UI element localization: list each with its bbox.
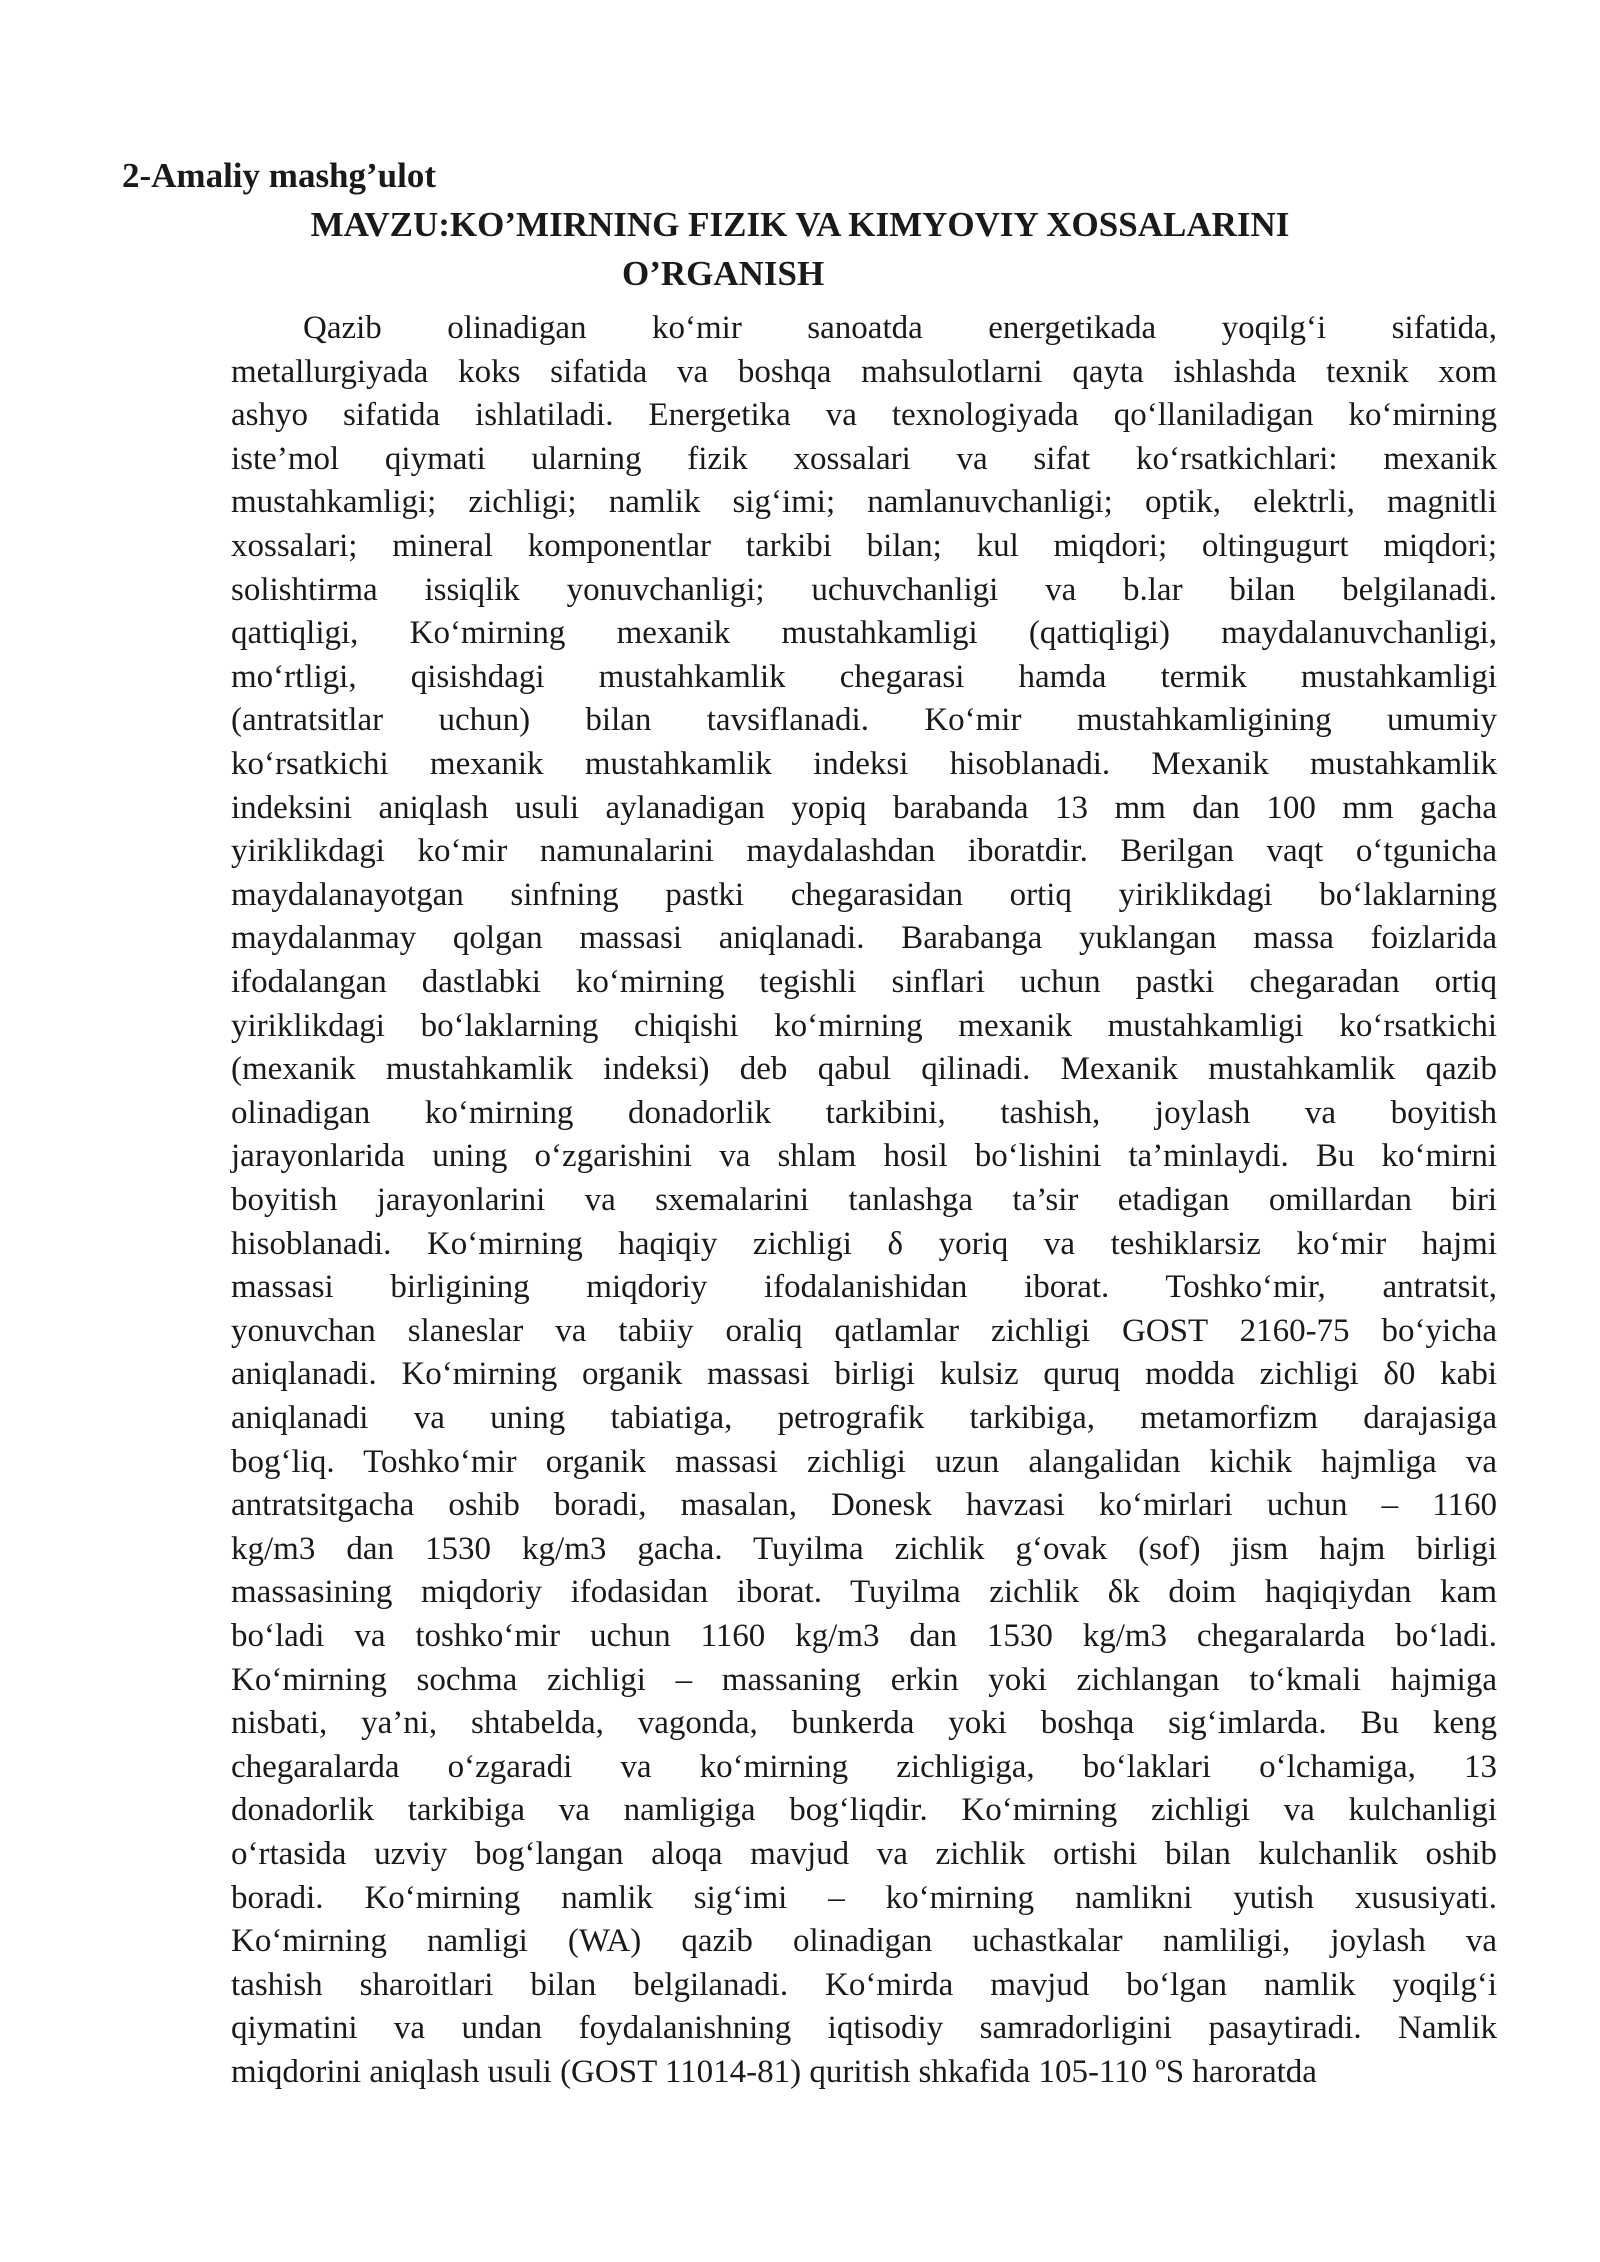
paragraph-line: o‘rtasida uzviy bog‘langan aloqa mavjud va zichlik ortishi bilan kulchanlik oshib [231, 1836, 1497, 1872]
paragraph-line: mustahkamligi; zichligi; namlik sig‘imi; namlanuvchanligi; optik, elektrli, magnitli [231, 484, 1497, 521]
paragraph-line: qattiqligi, Ko‘mirning mexanik mustahkamligi (qattiqligi) maydalanuvchanligi, [231, 615, 1497, 652]
document-subtitle: 2-Amaliy mashg’ulot [122, 156, 437, 195]
paragraph-line: bog‘liq. Toshko‘mir organik massasi zichligi uzun alangalidan kichik hajmliga va [231, 1443, 1497, 1480]
paragraph-line: bo‘ladi va toshko‘mir uchun 1160 kg/m3 dan 1530 kg/m3 chegaralarda bo‘ladi. [231, 1618, 1497, 1654]
paragraph-line: solishtirma issiqlik yonuvchanligi; uchuvchanligi va b.lar bilan belgilanadi. [231, 571, 1497, 608]
paragraph-line: aniqlanadi va uning tabiatiga, petrografik tarkibiga, metamorfizm darajasiga [231, 1400, 1497, 1436]
paragraph-line: maydalanayotgan sinfning pastki chegarasidan ortiq yiriklikdagi bo‘laklarning [231, 876, 1497, 913]
paragraph-line: yonuvchan slaneslar va tabiiy oraliq qatlamlar zichligi GOST 2160-75 bo‘yicha [231, 1312, 1497, 1349]
paragraph-line: jarayonlarida uning o‘zgarishini va shlam hosil bo‘lishini ta’minlaydi. Bu ko‘mirni [231, 1138, 1497, 1175]
paragraph-line: iste’mol qiymati ularning fizik xossalari va sifat ko‘rsatkichlari: mexanik [231, 440, 1497, 477]
paragraph-line: maydalanmay qolgan massasi aniqlanadi. Barabanga yuklangan massa foizlarida [231, 920, 1497, 957]
paragraph-line: (antratsitlar uchun) bilan tavsiflanadi. Ko‘mir mustahkamligining umumiy [231, 702, 1497, 739]
paragraph-line: yiriklikdagi bo‘laklarning chiqishi ko‘mirning mexanik mustahkamligi ko‘rsatkichi [231, 1007, 1497, 1044]
paragraph-line: kg/m3 dan 1530 kg/m3 gacha. Tuyilma zichlik g‘ovak (sof) jism hajm birligi [231, 1530, 1497, 1567]
paragraph-line: aniqlanadi. Ko‘mirning organik massasi birligi kulsiz quruq modda zichligi δ0 kabi [231, 1356, 1497, 1393]
paragraph-line: indeksini aniqlash usuli aylanadigan yopiq barabanda 13 mm dan 100 mm gacha [231, 789, 1497, 826]
paragraph-line: nisbati, ya’ni, shtabelda, vagonda, bunkerda yoki boshqa sig‘imlarda. Bu keng [231, 1705, 1497, 1742]
paragraph-line: (mexanik mustahkamlik indeksi) deb qabul qilinadi. Mexanik mustahkamlik qazib [231, 1051, 1497, 1088]
paragraph-line: olinadigan ko‘mirning donadorlik tarkibini, tashish, joylash va boyitish [231, 1094, 1497, 1131]
paragraph-line: antratsitgacha oshib boradi, masalan, Donesk havzasi ko‘mirlari uchun – 1160 [231, 1487, 1497, 1524]
paragraph-line: miqdorini aniqlash usuli (GOST 11014-81) quritish shkafida 105-110 ºS haroratda [231, 2054, 1317, 2090]
paragraph-line: boradi. Ko‘mirning namlik sig‘imi – ko‘mirning namlikni yutish xususiyati. [231, 1879, 1497, 1916]
document-title-line-2: O’RGANISH [622, 254, 825, 293]
paragraph-line: massasi birligining miqdoriy ifodalanishidan iborat. Toshko‘mir, antratsit, [231, 1269, 1497, 1306]
paragraph-line: mo‘rtligi, qisishdagi mustahkamlik chegarasi hamda termik mustahkamligi [231, 658, 1497, 695]
paragraph-line: chegaralarda o‘zgaradi va ko‘mirning zichligiga, bo‘laklari o‘lchamiga, 13 [231, 1748, 1497, 1785]
paragraph-line: Qazib olinadigan ko‘mir sanoatda energetikada yoqilg‘i sifatida, [303, 310, 1497, 346]
paragraph-line: massasining miqdoriy ifodasidan iborat. Tuyilma zichlik δk doim haqiqiydan kam [231, 1574, 1497, 1611]
paragraph-line: Ko‘mirning sochma zichligi – massaning erkin yoki zichlangan to‘kmali hajmiga [231, 1661, 1497, 1698]
paragraph-line: ko‘rsatkichi mexanik mustahkamlik indeksi hisoblanadi. Mexanik mustahkamlik [231, 746, 1497, 782]
paragraph-line: ifodalangan dastlabki ko‘mirning tegishli sinflari uchun pastki chegaradan ortiq [231, 964, 1497, 1000]
paragraph-line: yiriklikdagi ko‘mir namunalarini maydalashdan iboratdir. Berilgan vaqt o‘tgunicha [231, 833, 1497, 870]
paragraph-line: tashish sharoitlari bilan belgilanadi. Ko‘mirda mavjud bo‘lgan namlik yoqilg‘i [231, 1966, 1497, 2003]
paragraph-line: boyitish jarayonlarini va sxemalarini tanlashga ta’sir etadigan omillardan biri [231, 1182, 1497, 1218]
document-title-line-1: MAVZU:KO’MIRNING FIZIK VA KIMYOVIY XOSSALARINI [310, 205, 1290, 244]
paragraph-line: ashyo sifatida ishlatiladi. Energetika va texnologiyada qo‘llaniladigan ko‘mirning [231, 397, 1497, 434]
paragraph-line: Ko‘mirning namligi (WA) qazib olinadigan uchastkalar namliligi, joylash va [231, 1923, 1497, 1960]
paragraph-line: xossalari; mineral komponentlar tarkibi bilan; kul miqdori; oltingugurt miqdori; [231, 528, 1497, 564]
paragraph-line: hisoblanadi. Ko‘mirning haqiqiy zichligi δ yoriq va teshiklarsiz ko‘mir hajmi [231, 1225, 1497, 1262]
paragraph-line: donadorlik tarkibiga va namligiga bog‘liqdir. Ko‘mirning zichligi va kulchanligi [231, 1792, 1497, 1829]
paragraph-line: metallurgiyada koks sifatida va boshqa mahsulotlarni qayta ishlashda texnik xom [231, 353, 1497, 390]
paragraph-line: qiymatini va undan foydalanishning iqtisodiy samradorligini pasaytiradi. Namlik [231, 2010, 1497, 2047]
